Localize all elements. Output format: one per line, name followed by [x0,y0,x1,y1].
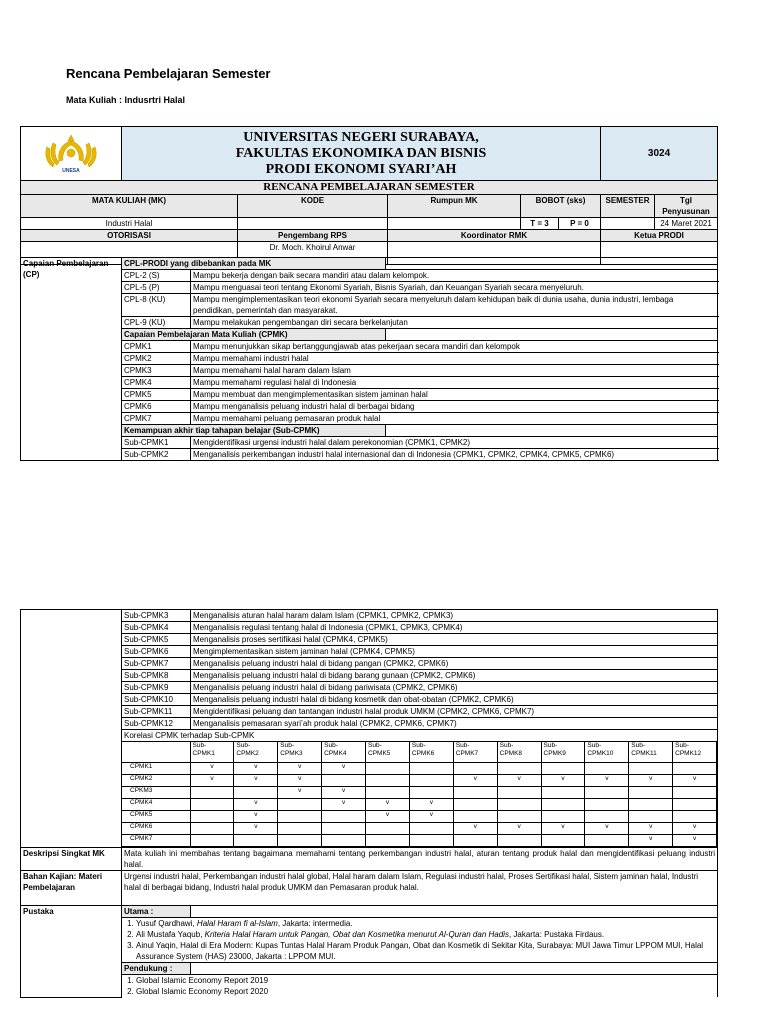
course-subheading: Mata Kuliah : Indusrtri Halal [66,95,186,105]
matrix-header [122,742,717,763]
cpmk-row-code: CPMK6 [122,401,191,413]
cpl-row [21,282,718,294]
check-mark: v [322,763,366,775]
matrix-empty-cell [453,787,497,799]
check-mark: v [366,799,410,811]
check-mark: v [673,835,717,847]
cpl-header-row [21,258,718,270]
bahan-row [21,871,718,906]
sub-cpmk-row [21,706,718,718]
cpmk-row-text: Mampu memahami halal haram dalam Islam [191,365,718,377]
check-mark: v [322,799,366,811]
check-mark: v [541,823,585,835]
cpmk-row-code: CPMK4 [122,377,191,389]
header-blank [386,425,718,437]
matrix-empty-cell [234,835,278,847]
sub-cpmk-text: Mengidentifikasi peluang dan tantangan industri halal produk UMKM (CPMK2, CPMK6, CPMK7) [191,706,718,718]
matrix-empty-cell [322,823,366,835]
header-blank [386,329,718,341]
check-mark: v [190,763,234,775]
matrix-empty-cell [453,763,497,775]
matrix-empty-cell [409,763,453,775]
sub-cpmk-row [21,437,718,449]
koordinator-label: Koordinator RMK [388,230,601,242]
matrix-data-row [122,799,717,811]
cp-table-page1 [20,257,718,461]
check-mark: v [673,775,717,787]
rps-header-table [20,126,718,265]
col-rumpun: Rumpun MK [388,195,521,218]
matrix-col-header: Sub- CPMK10 [585,742,629,763]
check-mark: v [322,787,366,799]
matrix-data-row [122,787,717,799]
pendukung-label: Pendukung : [122,963,191,975]
matrix-empty-cell [585,799,629,811]
cpl-row-text: Mampu bekerja dengan baik secara mandiri atau dalam kelompok. [191,270,718,282]
check-mark: v [278,787,322,799]
matrix-empty-cell [541,787,585,799]
matrix-empty-cell [629,811,673,823]
cpmk-row-text: Mampu memahami regulasi halal di Indonesia [191,377,718,389]
matrix-data-row [122,835,717,847]
matrix-empty-cell [585,763,629,775]
cpmk-header-row-text: Capaian Pembelajaran Mata Kuliah (CPMK) [122,329,386,341]
matrix-empty-cell [541,835,585,847]
sub-cpmk-row [21,449,718,461]
check-mark: v [409,811,453,823]
matrix-empty-cell [585,811,629,823]
sub-cpmk-code: Sub-CPMK6 [122,646,191,658]
matrix-empty-cell [190,811,234,823]
check-mark: v [409,799,453,811]
check-mark: v [541,775,585,787]
sub-cpmk-code: Sub-CPMK9 [122,682,191,694]
cpmk-row-code: CPMK2 [122,353,191,365]
cpmk-row-text: Mampu menunjukkan sikap bertanggungjawab atas pekerjaan secara mandiri dan kelompok [191,341,718,353]
check-mark: v [234,799,278,811]
sub-cpmk-row [21,718,718,730]
cpl-header-row-text: CPL-PRODI yang dibebankan pada MK [122,258,386,270]
page-heading: Rencana Pembelajaran Semester [66,66,271,81]
cpmk-row-text: Mampu menganalisis peluang industri halal di berbagai bidang [191,401,718,413]
course-code: 3024 [601,127,718,181]
matrix-col-header: Sub- CPMK12 [673,742,717,763]
logo-cell [21,127,122,181]
matrix-empty-cell [629,763,673,775]
cpmk-row-text: Mampu membuat dan mengimplementasikan sistem jaminan halal [191,389,718,401]
matrix-empty-cell [366,823,410,835]
check-mark: v [453,775,497,787]
matrix-empty-cell [190,799,234,811]
matrix-empty-cell [453,799,497,811]
correlation-matrix [122,742,717,847]
matrix-col-header: Sub- CPMK5 [366,742,410,763]
pustaka-label: Pustaka [21,906,122,998]
utama-list-cell [122,918,718,963]
col-semester: SEMESTER [601,195,655,218]
matrix-row-label: CPMK5 [122,811,190,823]
utama-blank [191,906,718,918]
matrix-empty-cell [366,775,410,787]
matrix-empty-cell [366,763,410,775]
matrix-empty-cell [409,835,453,847]
matrix-empty-cell [278,835,322,847]
check-mark: v [497,823,541,835]
sub-cpmk-header-row [21,425,718,437]
utama-list [124,918,715,962]
matrix-col-header: Sub- CPMK4 [322,742,366,763]
cpl-row [21,294,718,317]
otorisasi-label: OTORISASI [21,230,238,242]
sub-cpmk-row [21,682,718,694]
ref-title: Halal Haram fi al-Islam [196,919,278,928]
sub-cpmk-row [21,646,718,658]
matrix-empty-cell [673,787,717,799]
sub-cpmk-code: Sub-CPMK11 [122,706,191,718]
sub-cpmk-code: Sub-CPMK5 [122,634,191,646]
sub-cpmk-text: Menganalisis regulasi tentang halal di Indonesia (CPMK1, CPMK3, CPMK4) [191,622,718,634]
cpl-row [21,317,718,329]
ref-title: Kriteria Halal Haram untuk Pangan, Obat dan Kosmetika menurut Al-Quran dan Hadis [204,930,509,939]
deskripsi-text: Mata kuliah ini membahas tentang bagaimana memahami tentang perkembangan industri halal, aturan tentang produk halal dan mengidentifikasi peluang industri halal. [122,848,718,871]
kode-value [238,218,388,230]
ref-publisher: , Jakarta: intermedia. [277,919,353,928]
sub-cpmk-row-text: Mengidentifikasi urgensi industri halal dalam perekonomian (CPMK1, CPMK2) [191,437,718,449]
matrix-empty-cell [541,799,585,811]
matrix-data-row [122,763,717,775]
matrix-col-header: Sub- CPMK3 [278,742,322,763]
university-title [122,127,601,181]
sub-cpmk-text: Menganalisis pemasaran syari’ah produk halal (CPMK2, CPMK6, CPMK7) [191,718,718,730]
sub-cpmk-row-code: Sub-CPMK2 [122,449,191,461]
matrix-row-label: CPMK7 [122,835,190,847]
cpl-row-text: Mampu menguasai teori tentang Ekonomi Syariah, Bisnis Syariah, dan Keuangan Syariah secara menyeluruh. [191,282,718,294]
cp-label-continued [21,610,122,848]
cpmk-row-code: CPMK1 [122,341,191,353]
ketua-label: Ketua PRODI [601,230,718,242]
check-mark: v [278,775,322,787]
uni-line3: PRODI EKONOMI SYARI’AH [265,161,457,177]
check-mark: v [585,823,629,835]
matrix-empty-cell [322,811,366,823]
check-mark: v [234,823,278,835]
check-mark: v [629,835,673,847]
pendukung-blank [191,963,718,975]
header-blank [386,258,718,270]
bobot-p: P = 0 [559,218,601,230]
matrix-row-label: CPMK6 [122,823,190,835]
ref-author: Ainul Yaqin, Halal di Era Modern: Kupas Tuntas Halal Haram Produk Pangan, Obat dan Kosmetik di Sekitar Kita, Surabaya: MUI Jawa Timur LPPOM MUI, Halal Assurance System (HAS) 23000, Jakarta : LPPOM MUI. [136,941,704,961]
cpmk-row [21,353,718,365]
bahan-text: Urgensi industri halal, Perkembangan industri halal global, Halal haram dalam Islam, Regulasi industri halal, Proses Sertifikasi halal, Sistem jaminan halal, Industri halal di berbagai bidang, Industri halal produk UMKM dan Pemasaran produk halal. [122,871,718,906]
cpl-row-text: Mampu melakukan pengembangan diri secara berkelanjutan [191,317,718,329]
sub-cpmk-row [21,670,718,682]
matrix-col-header: Sub- CPMK6 [409,742,453,763]
ref-publisher: , Jakarta: Pustaka Firdaus. [508,930,605,939]
cpmk-row-code: CPMK3 [122,365,191,377]
sub-cpmk-code: Sub-CPMK10 [122,694,191,706]
matrix-col-header: Sub- CPMK2 [234,742,278,763]
korelasi-title: Korelasi CPMK terhadap Sub-CPMK [122,730,718,742]
matrix-empty-cell [409,823,453,835]
matrix-empty-cell [497,787,541,799]
matrix-empty-cell [541,811,585,823]
check-mark: v [366,811,410,823]
matrix-empty-cell [322,775,366,787]
matrix-empty-cell [497,811,541,823]
reference-item: 1. Global Islamic Economy Report 2019 [136,975,715,986]
matrix-empty-cell [190,787,234,799]
sub-cpmk-text: Menganalisis peluang industri halal di bidang barang gunaan (CPMK2, CPMK6) [191,670,718,682]
matrix-col-header: Sub- CPMK8 [497,742,541,763]
matrix-data-row [122,811,717,823]
sub-cpmk-text: Menganalisis proses sertifikasi halal (CPMK4, CPMK5) [191,634,718,646]
cpmk-row-text: Mampu memahami peluang pemasaran produk halal [191,413,718,425]
sub-cpmk-row [21,658,718,670]
check-mark: v [453,823,497,835]
semester-value [601,218,655,230]
matrix-empty-cell [673,799,717,811]
matrix-row-label: CPKM3 [122,787,190,799]
matrix-empty-cell [366,787,410,799]
reference-item [136,929,715,940]
matrix-empty-cell [673,763,717,775]
cp-label: Capaian Pembelajaran (CP) [21,258,122,461]
col-kode: KODE [238,195,388,218]
matrix-empty-cell [497,799,541,811]
utama-label: Utama : [122,906,191,918]
matrix-empty-cell [673,811,717,823]
check-mark: v [629,775,673,787]
pustaka-pendukung-label-row [21,963,718,975]
sub-cpmk-row [21,634,718,646]
sub-cpmk-text: Menganalisis peluang industri halal di bidang kosmetik dan obat-obatan (CPMK2, CPMK6) [191,694,718,706]
matrix-data-row [122,823,717,835]
ref-author: Yusuf Qardhawi, [136,919,197,928]
sub-cpmk-row [21,610,718,622]
reference-item [136,918,715,929]
check-mark: v [497,775,541,787]
cp-table-page2 [20,609,718,998]
col-bobot: BOBOT (sks) [521,195,601,218]
cpl-row [21,270,718,282]
check-mark: v [190,775,234,787]
matrix-empty-cell [629,799,673,811]
check-mark: v [585,775,629,787]
pustaka-utama-row [21,918,718,963]
pengembang-label: Pengembang RPS [238,230,388,242]
matrix-col-header: Sub- CPMK7 [453,742,497,763]
pustaka-pendukung-row [21,975,718,998]
check-mark: v [234,811,278,823]
matrix-col-header: Sub- CPMK1 [190,742,234,763]
matrix-empty-cell [497,763,541,775]
unesa-logo-icon [41,129,101,175]
sub-cpmk-code: Sub-CPMK4 [122,622,191,634]
matrix-empty-cell [278,811,322,823]
matrix-empty-cell [585,835,629,847]
matrix-empty-cell [278,799,322,811]
pustaka-utama-label-row [21,906,718,918]
cpmk-row [21,413,718,425]
cpmk-row [21,365,718,377]
cpmk-row [21,341,718,353]
logo-text: UNESA [62,168,80,174]
matrix-row-label: CPMK4 [122,799,190,811]
matrix-empty-cell [541,763,585,775]
matrix-empty-cell [190,823,234,835]
matrix-empty-cell [190,835,234,847]
pendukung-list-cell [122,975,718,998]
cpl-row-code: CPL-8 (KU) [122,294,191,317]
cpmk-row [21,401,718,413]
matrix-row-label: CPMK1 [122,763,190,775]
uni-line1: UNIVERSITAS NEGERI SURABAYA, [243,129,479,145]
pendukung-list [124,975,715,997]
matrix-empty-cell [234,787,278,799]
matrix-empty-cell [453,811,497,823]
deskripsi-row [21,848,718,871]
sub-cpmk-code: Sub-CPMK3 [122,610,191,622]
cpl-row-code: CPL-5 (P) [122,282,191,294]
matrix-empty-cell [278,823,322,835]
cpmk-row-text: Mampu memahami industri halal [191,353,718,365]
ref-author: Ali Mustafa Yaqub, [136,930,205,939]
deskripsi-label: Deskripsi Singkat MK [21,848,122,871]
cpmk-row-code: CPMK5 [122,389,191,401]
matrix-empty-cell [453,835,497,847]
cpmk-row [21,377,718,389]
matrix-empty-cell [322,835,366,847]
uni-line2: FAKULTAS EKONOMIKA DAN BISNIS [235,145,487,161]
matrix-empty-cell [497,835,541,847]
matrix-col-header: Sub- CPMK9 [541,742,585,763]
sub-cpmk-code: Sub-CPMK12 [122,718,191,730]
matrix-col-header: Sub- CPMK11 [629,742,673,763]
matrix-empty-cell [585,787,629,799]
cpmk-row-code: CPMK7 [122,413,191,425]
cpl-row-code: CPL-9 (KU) [122,317,191,329]
check-mark: v [278,763,322,775]
sub-cpmk-header-row-text: Kemampuan akhir tiap tahapan belajar (Sub-CPMK) [122,425,386,437]
reference-item: 2. Global Islamic Economy Report 2020 [136,986,715,997]
cpl-row-text: Mampu mengimplementasikan teori ekonomi Syariah secara menyeluruh dalam kehidupan baik di dunia usaha, dunia industri, lembaga pendidikan, pemerintah dan masyarakat. [191,294,718,317]
rumpun-value [388,218,521,230]
cpl-row-code: CPL-2 (S) [122,270,191,282]
matrix-row-label: CPMK2 [122,775,190,787]
pengembang-name: Dr. Moch. Khoirul Anwar [238,242,388,265]
matrix-data-row [122,775,717,787]
col-mk: MATA KULIAH (MK) [21,195,238,218]
matrix-empty-cell [629,787,673,799]
sub-cpmk-row [21,694,718,706]
korelasi-row [21,730,718,742]
check-mark: v [234,775,278,787]
bobot-t: T = 3 [521,218,559,230]
col-tgl: Tgl Penyusunan [655,195,718,218]
sub-cpmk-text: Mengimplementasikan sistem jaminan halal (CPMK4, CPMK5) [191,646,718,658]
check-mark: v [629,823,673,835]
matrix-holder [122,742,718,848]
matrix-empty-cell [409,775,453,787]
sub-cpmk-text: Menganalisis aturan halal haram dalam Islam (CPMK1, CPMK2, CPMK3) [191,610,718,622]
sub-cpmk-text: Menganalisis peluang industri halal di bidang pariwisata (CPMK2, CPMK6) [191,682,718,694]
tgl-value: 24 Maret 2021 [655,218,718,230]
check-mark: v [234,763,278,775]
sub-cpmk-code: Sub-CPMK8 [122,670,191,682]
rps-title-bar: RENCANA PEMBELAJARAN SEMESTER [21,181,718,195]
matrix-empty-cell [366,835,410,847]
sub-cpmk-text: Menganalisis peluang industri halal di bidang pangan (CPMK2, CPMK6) [191,658,718,670]
sub-cpmk-row-text: Menganalisis perkembangan industri halal internasional dan di Indonesia (CPMK1, CPMK2, CPMK4, CPMK5, CPMK6) [191,449,718,461]
mk-value: Industri Halal [21,218,238,230]
reference-item [136,940,715,962]
matrix-empty-cell [409,787,453,799]
cpmk-header-row [21,329,718,341]
sub-cpmk-row [21,622,718,634]
check-mark: v [673,823,717,835]
bahan-label: Bahan Kajian: Materi Pembelajaran [21,871,122,906]
cpmk-row [21,389,718,401]
sub-cpmk-code: Sub-CPMK7 [122,658,191,670]
matrix-corner [122,742,190,763]
sub-cpmk-row-code: Sub-CPMK1 [122,437,191,449]
